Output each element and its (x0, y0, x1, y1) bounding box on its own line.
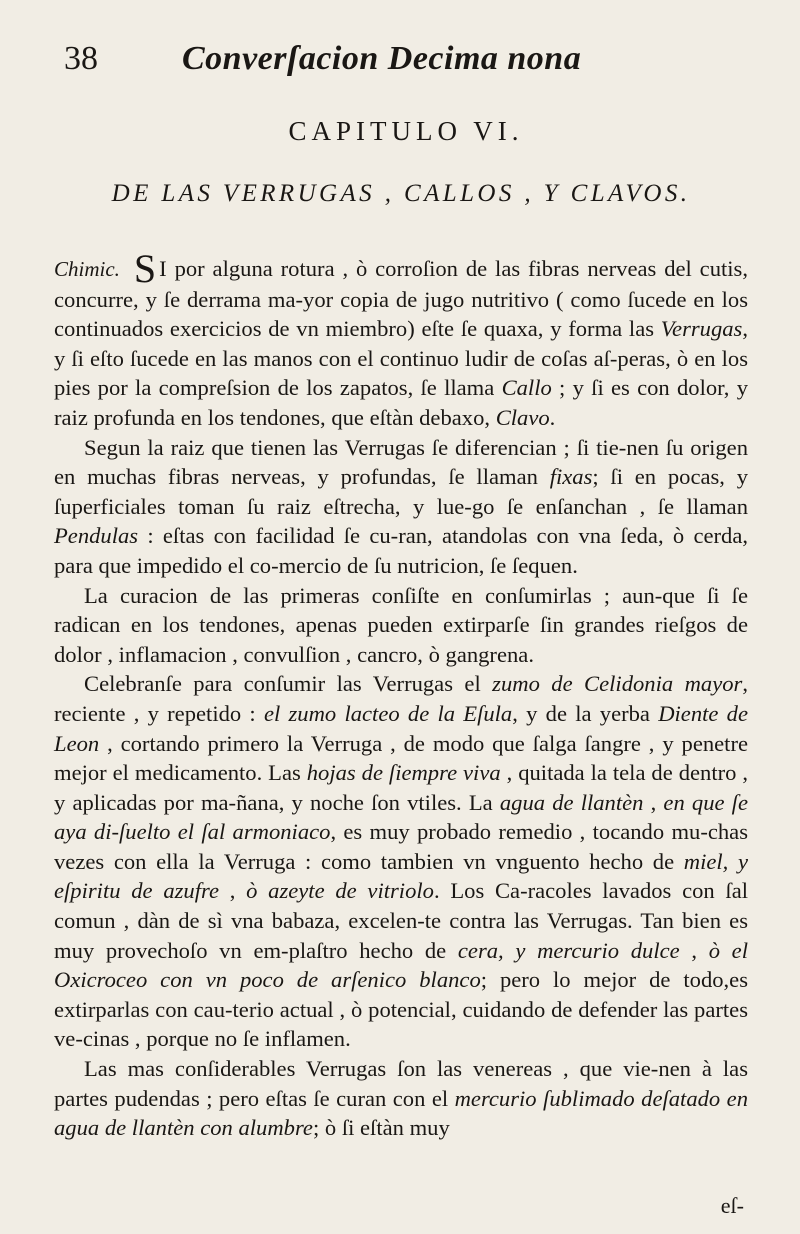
emphasis: mercurio ſublimado deſatado en agua de llantèn con alumbre (54, 1085, 748, 1141)
paragraph-5 (54, 1054, 748, 1143)
page-number: 38 (64, 40, 98, 77)
text-run: Segun la raiz que tienen las Verrugas ſe diferencian ; ſi tie-nen ſu origen en muchas fibras nerveas, y profundas, ſe llaman (54, 434, 748, 490)
emphasis: miel, y eſpiritu de azufre (54, 848, 748, 904)
text-run: , quitada la tela de dentro , y aplicadas por ma-ñana, y noche ſon vtiles. La (54, 760, 749, 815)
emphasis: Pendulas (54, 523, 139, 549)
emphasis: zumo de Celidonia mayor (492, 671, 743, 697)
body-text (54, 246, 749, 1143)
text-run: Celebranſe para conſumir las Verrugas el (84, 671, 493, 697)
section-title: DE LAS VERRUGAS , CALLOS , Y CLAVOS. (111, 180, 691, 207)
text-run: . (549, 404, 556, 430)
text-run: La curacion de las primeras conſiſte en conſumirlas ; aun-que ſi ſe radican en los tendones, apenas pueden extirparſe ſin grandes rieſgos de dolor , inflamacion , convulſion , cancro, ò gangrena. (54, 582, 748, 667)
text-run: : eſtas con facilidad ſe cu-ran, atandolas con vna ſeda, ò cerda, para que impedido el co-mercio de ſu nutricion, ſe ſequen. (54, 523, 748, 578)
emphasis: Diente de Leon (54, 700, 748, 756)
paragraph-2 (54, 433, 748, 581)
text-run: . Los Ca-racoles lavados con ſal comun , dàn de sì vna babaza, excelen-te contra las Verrugas. Tan bien es muy provechoſo vn em-plaſtro hecho de (54, 878, 749, 963)
emphasis: el zumo lacteo de la Eſula (263, 700, 513, 726)
text-run: , es muy probado remedio , tocando mu-chas vezes con ella la Verruga : como tambien vn vnguento hecho de (54, 819, 748, 874)
emphasis: ò el Oxicroceo con vn poco de arſenico blanco (54, 937, 748, 993)
text-run: , y de la yerba (512, 700, 659, 726)
text-run: , reciente , y repetido : (54, 671, 748, 726)
text-run: ; ſi en pocas, y ſuperficiales toman ſu raiz eſtrecha, y lue-go ſe enſanchan , ſe llaman (54, 464, 749, 519)
running-head (54, 40, 748, 92)
emphasis: agua de llantèn (499, 789, 644, 815)
emphasis: cera, y mercurio dulce (457, 937, 680, 963)
text-run: , (679, 937, 709, 963)
text-run: ; pero lo mejor de todo,es extirparlas con cau-terio actual , ò potencial, cuidando de defender las partes ve-cinas , porque no ſe inflamen. (54, 967, 749, 1052)
emphasis: Clavo (495, 404, 550, 430)
emphasis: fixas (549, 464, 593, 490)
text-run: Las mas conſiderables Verrugas ſon las venereas , que vie-nen à las partes pudendas ; pero eſtas ſe curan con el (54, 1056, 748, 1111)
paragraph-3 (54, 581, 748, 670)
text-run: ; y ſi es con dolor, y raiz profunda en los tendones, que eſtàn debaxo, (54, 375, 749, 430)
margin-note: Chimic. (54, 257, 120, 281)
catchword: eſ- (720, 1193, 744, 1218)
emphasis: Callo (501, 375, 552, 401)
text-run: , cortando primero la Verruga , de modo que ſalga ſangre , y penetre mejor el medicamento. Las (54, 730, 748, 786)
paragraph-1 (54, 246, 749, 433)
text-run: I por alguna rotura , ò corroſion de las fibras nerveas del cutis, concurre, y ſe derrama ma-yor copia de jugo nutritivo ( como ſucede en los continuados exercicios de vn miembro) eſte ſe quaxa, y forma las (54, 256, 748, 342)
emphasis: ò azeyte de vitriolo (246, 878, 434, 904)
running-title: Converſacion Decima nona (182, 40, 582, 77)
paragraph-4 (54, 669, 748, 1054)
emphasis: hojas de ſiempre viva (306, 760, 501, 786)
drop-cap: S (133, 246, 157, 291)
text-run: , (643, 789, 664, 815)
emphasis: Verrugas (660, 316, 743, 342)
chapter-title: CAPITULO VI. (288, 116, 524, 146)
text-run: ; ò ſi eſtàn muy (312, 1115, 450, 1141)
emphasis: en que ſe aya di-ſuelto el ſal armoniaco (54, 789, 748, 845)
text-run: , (218, 878, 247, 904)
text-run: , y ſi eſto ſucede en las manos con el continuo ludir de coſas aſ-peras, ò en los pies por la compreſsion de los zapatos, ſe llama (54, 316, 748, 401)
